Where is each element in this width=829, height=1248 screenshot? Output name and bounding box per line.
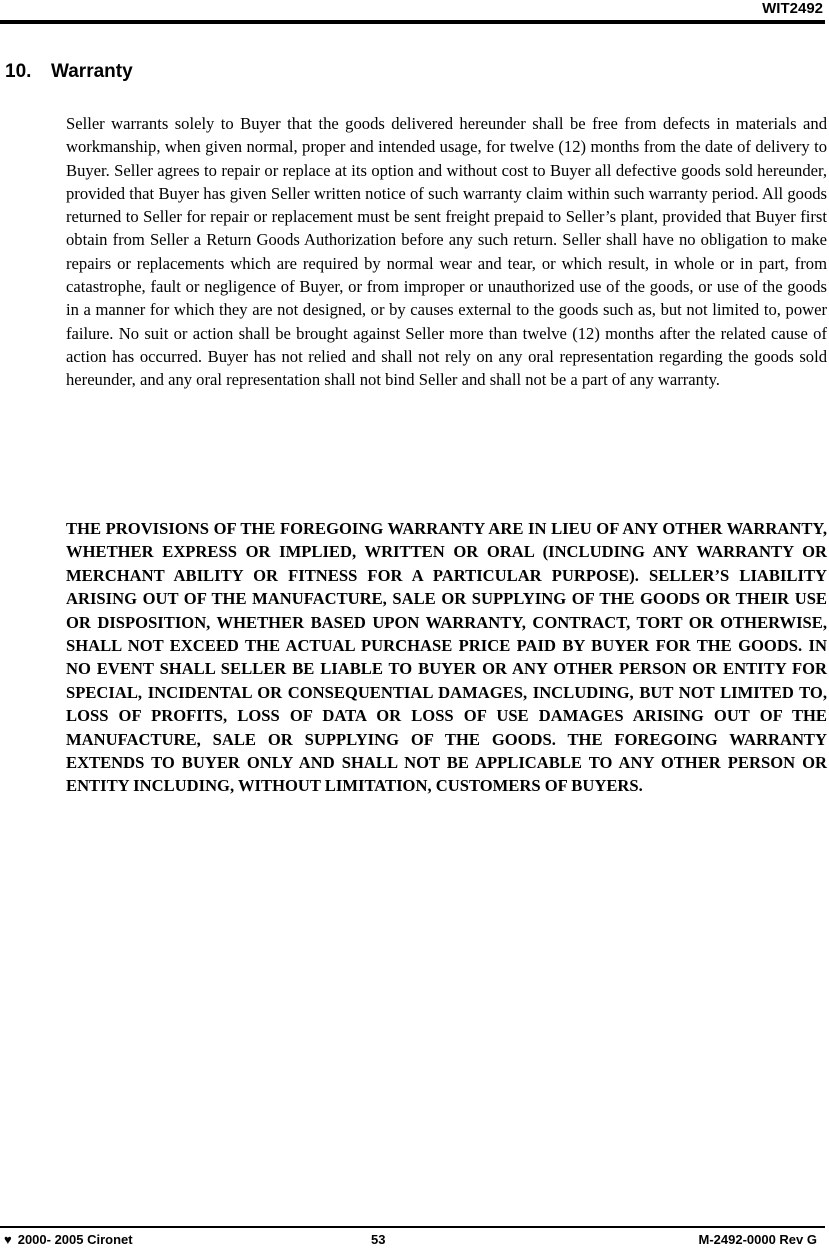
footer-doc-revision: M-2492-0000 Rev G: [698, 1232, 817, 1247]
page-footer: [0, 1231, 829, 1248]
footer-copyright-text: 2000- 2005 Cironet: [17, 1232, 133, 1247]
warranty-paragraph: Seller warrants solely to Buyer that the goods delivered hereunder shall be free from defects in materials and workmanship, when given normal, proper and intended usage, for twelve (12) months from the date of delivery to Buyer. Seller agrees to repair or replace at its option and without cost to Buyer all defective goods sold hereunder, provided that Buyer has given Seller written notice of such warranty claim within such warranty period. All goods returned to Seller for repair or replacement must be sent freight prepaid to Seller’s plant, provided that Buyer first obtain from Seller a Return Goods Authorization before any such return. Seller shall have no obligation to make repairs or replacements which are required by normal wear and tear, or which result, in whole or in part, from catastrophe, fault or negligence of Buyer, or from improper or unauthorized use of the goods, or use of the goods in a manner for which they are not designed, or by causes external to the goods such as, but not limited to, power failure. No suit or action shall be brought against Seller more than twelve (12) months after the related cause of action has occurred. Buyer has not relied and shall not rely on any oral representation regarding the goods sold hereunder, and any oral representation shall not bind Seller and shall not be a part of any warranty.: [66, 114, 827, 390]
footer-page-number: 53: [371, 1232, 386, 1247]
section-number: 10.: [5, 61, 32, 82]
disclaimer-paragraph: THE PROVISIONS OF THE FOREGOING WARRANTY ARE IN LIEU OF ANY OTHER WARRANTY, WHETHER EXPRESS OR IMPLIED, WRITTEN OR ORAL (INCLUDING ANY WARRANTY OR MERCHANT ABILITY OR FITNESS FOR A PARTICULAR PURPOSE). SELLER’S LIABILITY ARISING OUT OF THE MANUFACTURE, SALE OR SUPPLYING OF THE GOODS OR THEIR USE OR DISPOSITION, WHETHER BASED UPON WARRANTY, CONTRACT, TORT OR OTHERWISE, SHALL NOT EXCEED THE ACTUAL PURCHASE PRICE PAID BY BUYER FOR THE GOODS. IN NO EVENT SHALL SELLER BE LIABLE TO BUYER OR ANY OTHER PERSON OR ENTITY FOR SPECIAL, INCIDENTAL OR CONSEQUENTIAL DAMAGES, INCLUDING, BUT NOT LIMITED TO, LOSS OF PROFITS, LOSS OF DATA OR LOSS OF USE DAMAGES ARISING OUT OF THE MANUFACTURE, SALE OR SUPPLYING OF THE GOODS. THE FOREGOING WARRANTY EXTENDS TO BUYER ONLY AND SHALL NOT BE APPLICABLE TO ANY OTHER PERSON OR ENTITY INCLUDING, WITHOUT LIMITATION, CUSTOMERS OF BUYERS.: [66, 519, 827, 796]
heart-icon: ♥: [4, 1232, 12, 1247]
footer-rule: [0, 1226, 825, 1228]
header-doc-code: WIT2492: [762, 0, 823, 17]
footer-copyright: [4, 1231, 133, 1248]
header-rule: [0, 20, 825, 24]
section-title: Warranty: [51, 61, 133, 82]
section-heading: [5, 60, 133, 84]
